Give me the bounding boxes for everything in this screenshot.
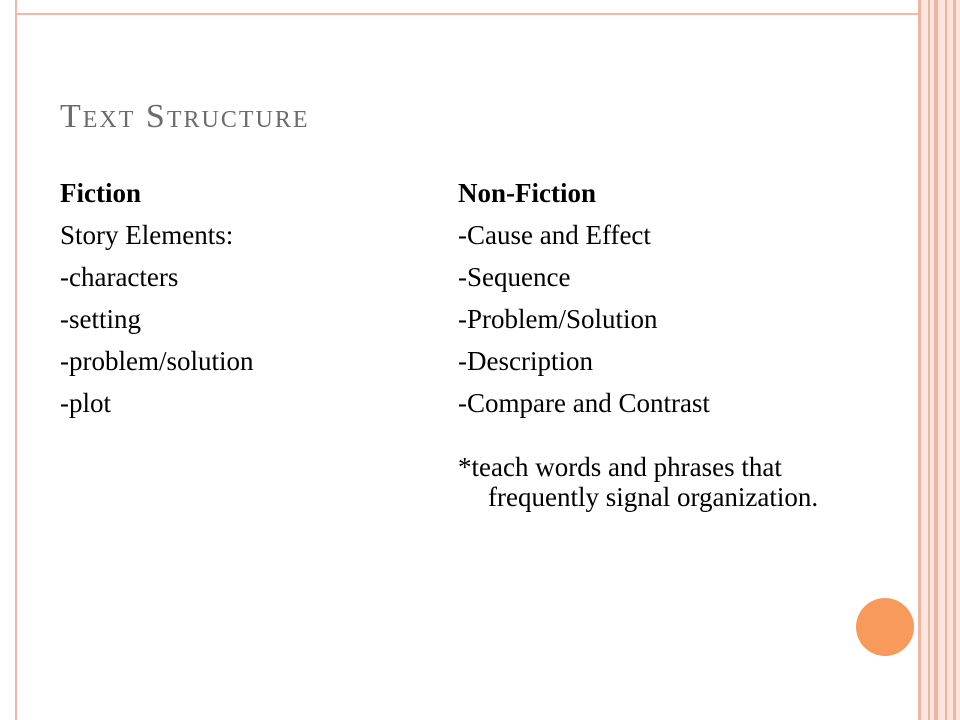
frame-left-line bbox=[15, 0, 17, 720]
fiction-column bbox=[60, 172, 440, 424]
nonfiction-heading: Non-Fiction bbox=[458, 178, 596, 208]
list-item: -setting bbox=[60, 304, 141, 334]
decorative-stripe bbox=[928, 0, 930, 720]
teaching-note: *teach words and phrases that frequently signal organization. bbox=[458, 452, 819, 512]
fiction-subheading: Story Elements: bbox=[60, 220, 234, 250]
list-item: -Sequence bbox=[458, 262, 571, 292]
decorative-stripe bbox=[934, 0, 938, 720]
frame-top-line bbox=[15, 13, 920, 15]
list-item: -plot bbox=[60, 388, 111, 418]
nonfiction-column bbox=[458, 172, 838, 512]
decorative-stripe bbox=[918, 0, 921, 720]
list-item: -characters bbox=[60, 262, 179, 292]
list-item: -Cause and Effect bbox=[458, 220, 651, 250]
decorative-stripe bbox=[945, 0, 947, 720]
list-item: -Description bbox=[458, 346, 593, 376]
decorative-stripe bbox=[953, 0, 956, 720]
accent-circle bbox=[856, 598, 914, 656]
slide-title: Text Structure bbox=[60, 98, 310, 135]
list-item: -Compare and Contrast bbox=[458, 388, 710, 418]
list-item: -Problem/Solution bbox=[458, 304, 658, 334]
fiction-heading: Fiction bbox=[60, 178, 141, 208]
list-item: -problem/solution bbox=[60, 346, 254, 376]
